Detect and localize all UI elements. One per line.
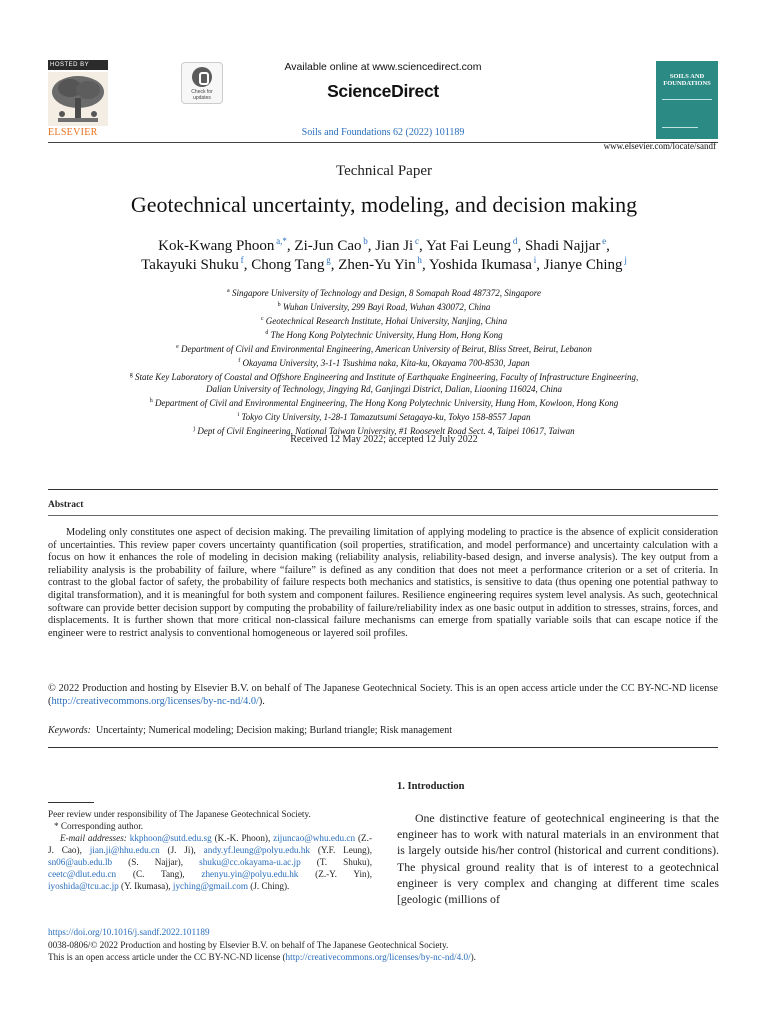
email-link[interactable]: zijuncao@whu.edu.cn (273, 833, 356, 843)
footnotes (48, 808, 372, 892)
email-owner: (Y.F. Leung), (310, 845, 373, 855)
abstract-copyright (48, 683, 718, 708)
abstract-paragraph: Modeling only constitutes one aspect of decision making. The prevailing limitation of applying modeling to practice is the absence of explicit consideration of uncertainties. This review paper covers uncertainty quantification (soil properties, stratification, and model performance) and uncertainty calculation with a focus on how it enhances the role of modeling in decision making (reliability analysis, reliability-based design, and inverse analysis). The key output from a reliability analysis is the probability of failure, where “failure” is defined as any condition that does not meet a performance criterion or a set of criteria. In contrast to the global factor of safety, the probability of failure respects both mechanics and statistics, is sensitive to data (thus opening one potential pathway to digital transformation), and it is meaningful for both system and component failures. Resilience engineering requires system level analysis. As such, geotechnical software can provide better decision support by computing the probability of failure/reliability index as one basic output in addition to stresses, strains, forces, and displacements. It is further shown that more critical non-classical failure mechanisms can emerge from spatially variable soils that can escape notice if the engineer were to restrict analysis to conventional homogeneous or layered soil profiles. (48, 527, 718, 639)
affiliation-marker: e (176, 344, 179, 350)
sciencedirect-logo[interactable]: ScienceDirect (327, 81, 439, 101)
email-owner: (T. Shuku), (300, 857, 372, 867)
section-heading-introduction: 1. Introduction (397, 781, 465, 792)
author-list-line-2: Takayuki Shuku $^f$, Chong Tang $^g$, Zhen-Yu Yin $^h$, Yoshida Ikumasa $^i$, Jianye Ching $^j$ (141, 255, 627, 273)
journal-homepage-url[interactable]: www.elsevier.com/locate/sandf (603, 141, 716, 151)
open-access-statement (48, 952, 476, 962)
abstract-body (48, 527, 718, 640)
issn-copyright: 0038-0806/© 2022 Production and hosting by Elsevier B.V. on behalf of The Japanese Geotechnical Society. (48, 940, 449, 950)
cover-title: SOILS AND FOUNDATIONS (663, 73, 711, 87)
affiliation-text: Dept of Civil Engineering, National Taiwan University, #1 Roosevelt Road Sect. 4, Taipei 10617, Taiwan (197, 426, 575, 436)
email-link[interactable]: sn06@aub.edu.lb (48, 857, 113, 867)
affiliation-line (40, 341, 728, 355)
affiliation-marker: c (260, 316, 264, 322)
author-name[interactable]: Yat Fai Leung (425, 238, 512, 254)
affiliation-text: Wuhan University, 299 Bayi Road, Wuhan 430072, China (282, 302, 491, 312)
bookmark-icon (192, 67, 212, 87)
affiliation-marker: d (265, 330, 269, 336)
author-list-line-1: Kok-Kwang Phoon $^{a,*}$, Zi-Jun Cao $^b$, Jian Ji $^c$, Yat Fai Leung $^d$, Shadi Najjar $^e$, (158, 236, 610, 254)
author-affiliation-marker[interactable]: a,* (274, 236, 287, 246)
email-owner: (S. Najjar), (112, 857, 200, 867)
email-link[interactable]: ceetc@dlut.edu.cn (48, 869, 117, 879)
cover-line (662, 99, 712, 100)
affiliation-line (40, 383, 728, 395)
email-owner: (K.-K. Phoon), (211, 833, 274, 843)
cover-line (662, 127, 698, 128)
email-owner: (Z.-J. Cao), (48, 833, 373, 855)
available-online: Available online at www.sciencedirect.com (284, 61, 482, 73)
author-affiliation-marker[interactable]: h (415, 255, 422, 265)
author-name[interactable]: Kok-Kwang Phoon (158, 238, 275, 254)
author-affiliation-marker[interactable]: i (531, 255, 537, 265)
author-name[interactable]: Zi-Jun Cao (294, 238, 362, 254)
author-affiliation-marker[interactable]: c (413, 236, 420, 246)
license-link[interactable]: http://creativecommons.org/licenses/by-nc-nd/4.0/ (285, 952, 471, 962)
affiliation-marker: i (237, 412, 240, 418)
affiliation-marker: g (129, 372, 133, 378)
author-name[interactable]: Shadi Najjar (524, 238, 601, 254)
journal-reference-link[interactable]: Soils and Foundations 62 (2022) 101189 (301, 127, 465, 138)
author-affiliation-marker[interactable]: g (324, 255, 331, 265)
journal-cover-image[interactable] (656, 61, 718, 139)
affiliation-marker: a (227, 288, 230, 294)
elsevier-wordmark: ELSEVIER (48, 127, 98, 138)
open-access-suffix: ). (470, 952, 476, 962)
affiliation-text: Department of Civil and Environmental Engineering, The Hong Kong Polytechnic University, Hung Hom, Kowloon, Hong Kong (154, 398, 619, 408)
introduction-body (397, 810, 719, 907)
email-addresses (48, 832, 372, 892)
email-owner: (C. Tang), (116, 869, 202, 879)
affiliation-text: State Key Laboratory of Coastal and Offshore Engineering and Institute of Earthquake Engineering, Faculty of Infrastructure Engineering, (134, 372, 639, 382)
abstract-bottom-rule (48, 747, 718, 748)
author-name[interactable]: Zhen-Yu Yin (338, 257, 416, 273)
author-name[interactable]: Chong Tang (251, 257, 325, 273)
email-label: E-mail addresses: (60, 833, 127, 843)
affiliation-text: Singapore University of Technology and Design, 8 Somapah Road 487372, Singapore (231, 288, 541, 298)
affiliation-marker: h (149, 398, 153, 404)
received-dates: Received 12 May 2022; accepted 12 July 2022 (290, 434, 478, 445)
license-link[interactable]: http://creativecommons.org/licenses/by-nc-nd/4.0/ (51, 695, 259, 707)
email-link[interactable]: zhenyu.yin@polyu.edu.hk (201, 869, 299, 879)
email-link[interactable]: shuku@cc.okayama-u.ac.jp (199, 857, 301, 867)
open-access-text: This is an open access article under the CC BY-NC-ND license ( (48, 952, 286, 962)
email-link[interactable]: jian.ji@hhu.edu.cn (89, 845, 160, 855)
affiliation-marker: f (238, 358, 241, 364)
abstract-top-rule (48, 489, 718, 490)
email-link[interactable]: jyching@gmail.com (172, 881, 248, 891)
author-affiliation-marker[interactable]: j (622, 255, 627, 265)
check-for-updates-label: Check for updates (191, 89, 213, 101)
affiliation-line (40, 285, 728, 299)
abstract-heading-rule (48, 515, 718, 516)
hosted-by-banner: HOSTED BY (48, 60, 108, 70)
affiliation-text: Tokyo City University, 1-28-1 Tamazutsumi Setagaya-ku, Tokyo 158-8557 Japan (241, 412, 531, 422)
author-affiliation-marker[interactable]: b (361, 236, 368, 246)
affiliations (40, 285, 728, 437)
author-name[interactable]: Jianye Ching (543, 257, 623, 273)
introduction-paragraph: One distinctive feature of geotechnical engineering is that the engineer has to work with natural materials in an environment that is largely outside his/her control (historical and current conditions). The physical ground reality that is of interest to a geotechnical engineer is very complex and changing at different time scales [geologic (millions of (397, 811, 719, 907)
doi-link[interactable]: https://doi.org/10.1016/j.sandf.2022.101189 (48, 927, 210, 937)
paper-title: Geotechnical uncertainty, modeling, and decision making (130, 192, 638, 217)
email-link[interactable]: andy.yf.leung@polyu.edu.hk (203, 845, 311, 855)
email-owner: (J. Ji), (159, 845, 204, 855)
email-link[interactable]: kkphoon@sutd.edu.sg (129, 833, 212, 843)
affiliation-marker: b (277, 302, 281, 308)
footnote-rule (48, 802, 94, 803)
affiliation-line (40, 327, 728, 341)
abstract-heading: Abstract (48, 500, 84, 510)
affiliation-line (40, 409, 728, 423)
affiliation-line (40, 369, 728, 383)
email-owner: (Y. Ikumasa), (118, 881, 173, 891)
email-owner: (J. Ching). (247, 881, 290, 891)
corresponding-author-note: * Corresponding author. (54, 821, 144, 831)
affiliation-text: Dalian University of Technology, Jingying Rd, Ganjingzi District, Dalian, Liaoning 116024, China (206, 384, 562, 394)
affiliation-text: The Hong Kong Polytechnic University, Hung Hom, Hong Kong (270, 330, 503, 340)
author-name[interactable]: Jian Ji (375, 238, 414, 254)
affiliation-text: Okayama University, 3-1-1 Tsushima naka, Kita-ku, Okayama 700-8530, Japan (242, 358, 530, 368)
elsevier-tree-logo[interactable] (48, 72, 108, 126)
keywords (48, 725, 718, 736)
email-owner: (Z.-Y. Yin), (298, 869, 372, 879)
email-link[interactable]: iyoshida@tcu.ac.jp (48, 881, 119, 891)
keywords-list: Uncertainty; Numerical modeling; Decision making; Burland triangle; Risk management (95, 725, 452, 736)
affiliation-text: Geotechnical Research Institute, Hohai University, Nanjing, China (265, 316, 508, 326)
affiliation-line (40, 395, 728, 409)
affiliation-line (40, 355, 728, 369)
author-affiliation-marker[interactable]: e (600, 236, 607, 246)
author-name[interactable]: Takayuki Shuku (141, 257, 239, 273)
peer-review-note: Peer review under responsibility of The Japanese Geotechnical Society. (48, 809, 311, 819)
affiliation-line (40, 299, 728, 313)
copyright-suffix: ). (258, 695, 265, 707)
affiliation-marker: j (193, 426, 196, 432)
keywords-label: Keywords: (48, 725, 91, 736)
copyright-text: © 2022 Production and hosting by Elsevier B.V. on behalf of The Japanese Geotechnical Society. This is an open access article under the CC BY-NC-ND license ( (48, 683, 718, 707)
author-name[interactable]: Yoshida Ikumasa (428, 257, 532, 273)
paper-type: Technical Paper (336, 163, 432, 179)
check-for-updates-button[interactable] (181, 62, 223, 104)
author-affiliation-marker[interactable]: d (511, 236, 518, 246)
affiliation-line (40, 313, 728, 327)
author-affiliation-marker[interactable]: f (238, 255, 244, 265)
affiliation-text: Department of Civil and Environmental Engineering, American University of Beirut, Bliss Street, Beirut, Lebanon (181, 344, 592, 354)
